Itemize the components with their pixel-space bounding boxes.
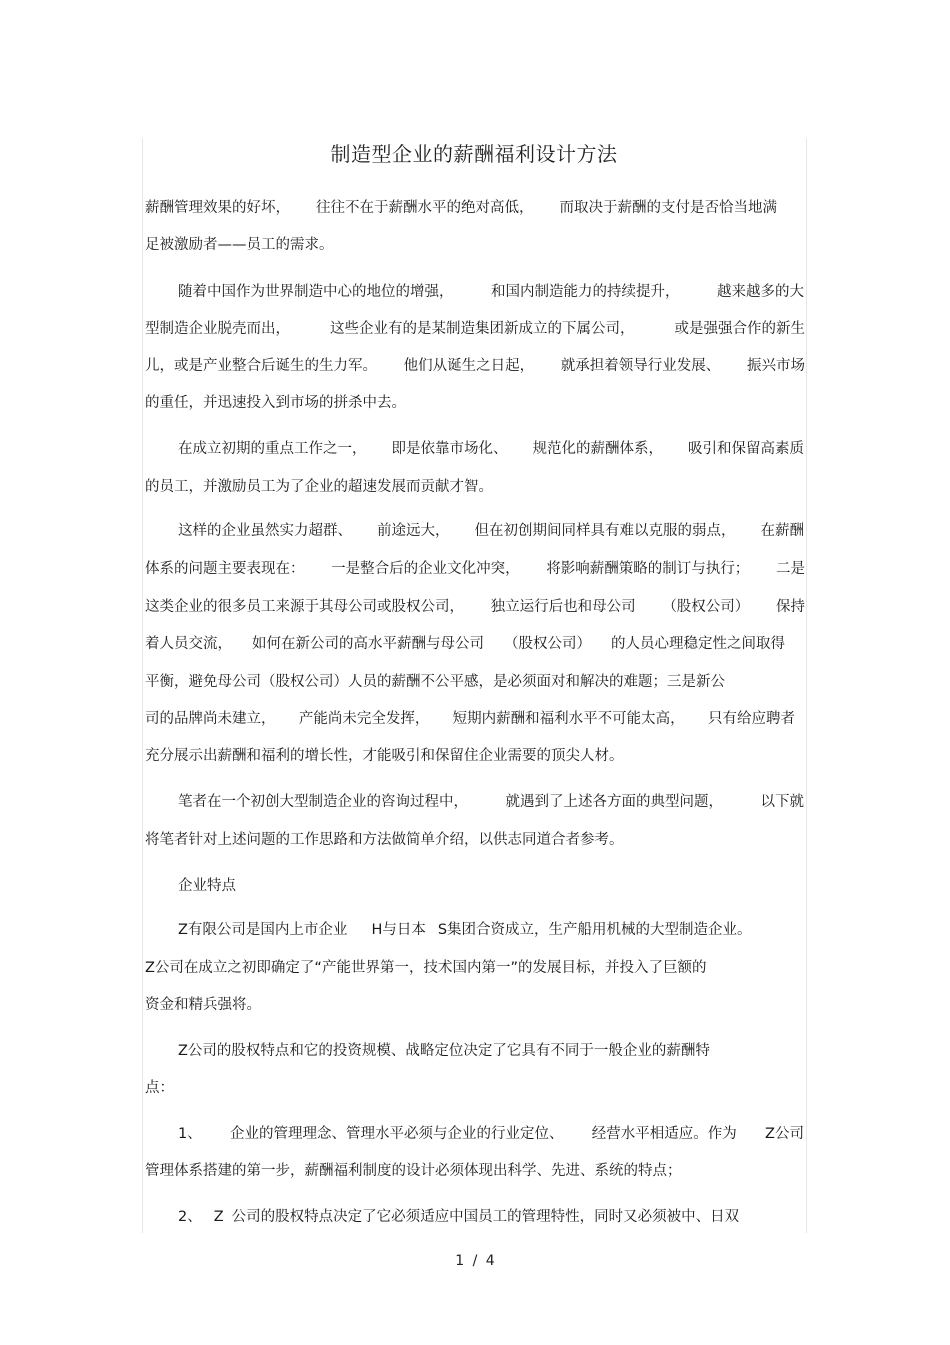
paragraph-line: Z有限公司是国内上市企业 H与日本 S集团合资成立，生产船用机械的大型制造企业。 xyxy=(178,922,752,938)
list-item-line: 1、 企业的管理理念、管理水平必须与企业的行业定位、 经营水平相适应。作为 Z公司 xyxy=(178,1126,804,1142)
section-heading: 企业特点 xyxy=(178,878,236,894)
paragraph-line: 平衡，避免母公司（股权公司）人员的薪酬不公平感，是必须面对和解决的难题；三是新公 xyxy=(145,674,725,690)
list-item-line: 2、 Z 公司的股权特点决定了它必须适应中国员工的管理特性，同时又必须被中、日双 xyxy=(178,1209,740,1225)
page-left-rule xyxy=(142,138,143,1233)
paragraph-line: 体系的问题主要表现在： 一是整合后的企业文化冲突， 将影响薪酬策略的制订与执行； 二是 xyxy=(145,561,805,577)
paragraph-line: 的员工，并激励员工为了企业的超速发展而贡献才智。 xyxy=(145,479,493,495)
paragraph-line: 随着中国作为世界制造中心的地位的增强， 和国内制造能力的持续提升， 越来越多的大 xyxy=(178,284,804,300)
paragraph-line: 资金和精兵强将。 xyxy=(145,997,261,1013)
paragraph-line: 点： xyxy=(145,1080,174,1096)
paragraph-line: 这类企业的很多员工来源于其母公司或股权公司， 独立运行后也和母公司 （股权公司） 保持 xyxy=(145,599,805,615)
paragraph-line: 着人员交流， 如何在新公司的高水平薪酬与母公司 （股权公司） 的人员心理稳定性之间取得 xyxy=(145,636,785,652)
paragraph-line: 儿，或是产业整合后诞生的生力军。 他们从诞生之日起， 就承担着领导行业发展、 振兴市场 xyxy=(145,358,805,374)
paragraph-line: 将笔者针对上述问题的工作思路和方法做简单介绍，以供志同道合者参考。 xyxy=(145,832,624,848)
paragraph-line: 笔者在一个初创大型制造企业的咨询过程中， 就遇到了上述各方面的典型问题， 以下就 xyxy=(178,794,804,810)
paragraph-line: 充分展示出薪酬和福利的增长性，才能吸引和保留住企业需要的顶尖人材。 xyxy=(145,748,624,764)
paragraph-line: 司的品牌尚未建立， 产能尚未完全发挥， 短期内薪酬和福利水平不可能太高， 只有给应聘者 xyxy=(145,711,795,727)
paragraph-line: 在成立初期的重点工作之一， 即是依靠市场化、 规范化的薪酬体系， 吸引和保留高素质 xyxy=(178,441,804,457)
page-right-rule xyxy=(806,138,807,1233)
paragraph-line: Z公司在成立之初即确定了“产能世界第一，技术国内第一”的发展目标，并投入了巨额的 xyxy=(145,960,707,976)
paragraph-line: Z公司的股权特点和它的投资规模、战略定位决定了它具有不同于一般企业的薪酬特 xyxy=(178,1043,710,1059)
document-title: 制造型企业的薪酬福利设计方法 xyxy=(330,142,618,166)
paragraph-line: 的重任，并迅速投入到市场的拼杀中去。 xyxy=(145,395,406,411)
paragraph-line: 这样的企业虽然实力超群、 前途远大， 但在初创期间同样具有难以克服的弱点， 在薪酬 xyxy=(178,523,804,539)
paragraph-line: 薪酬管理效果的好坏， 往往不在于薪酬水平的绝对高低， 而取决于薪酬的支付是否恰当地满 xyxy=(145,200,777,216)
list-item-line: 管理体系搭建的第一步，薪酬福利制度的设计必须体现出科学、先进、系统的特点； xyxy=(145,1163,682,1179)
page-number: 1 / 4 xyxy=(455,1253,495,1269)
paragraph-line: 型制造企业脱壳而出， 这些企业有的是某制造集团新成立的下属公司， 或是强强合作的新生 xyxy=(145,321,805,337)
paragraph-line: 足被激励者——员工的需求。 xyxy=(145,237,334,253)
